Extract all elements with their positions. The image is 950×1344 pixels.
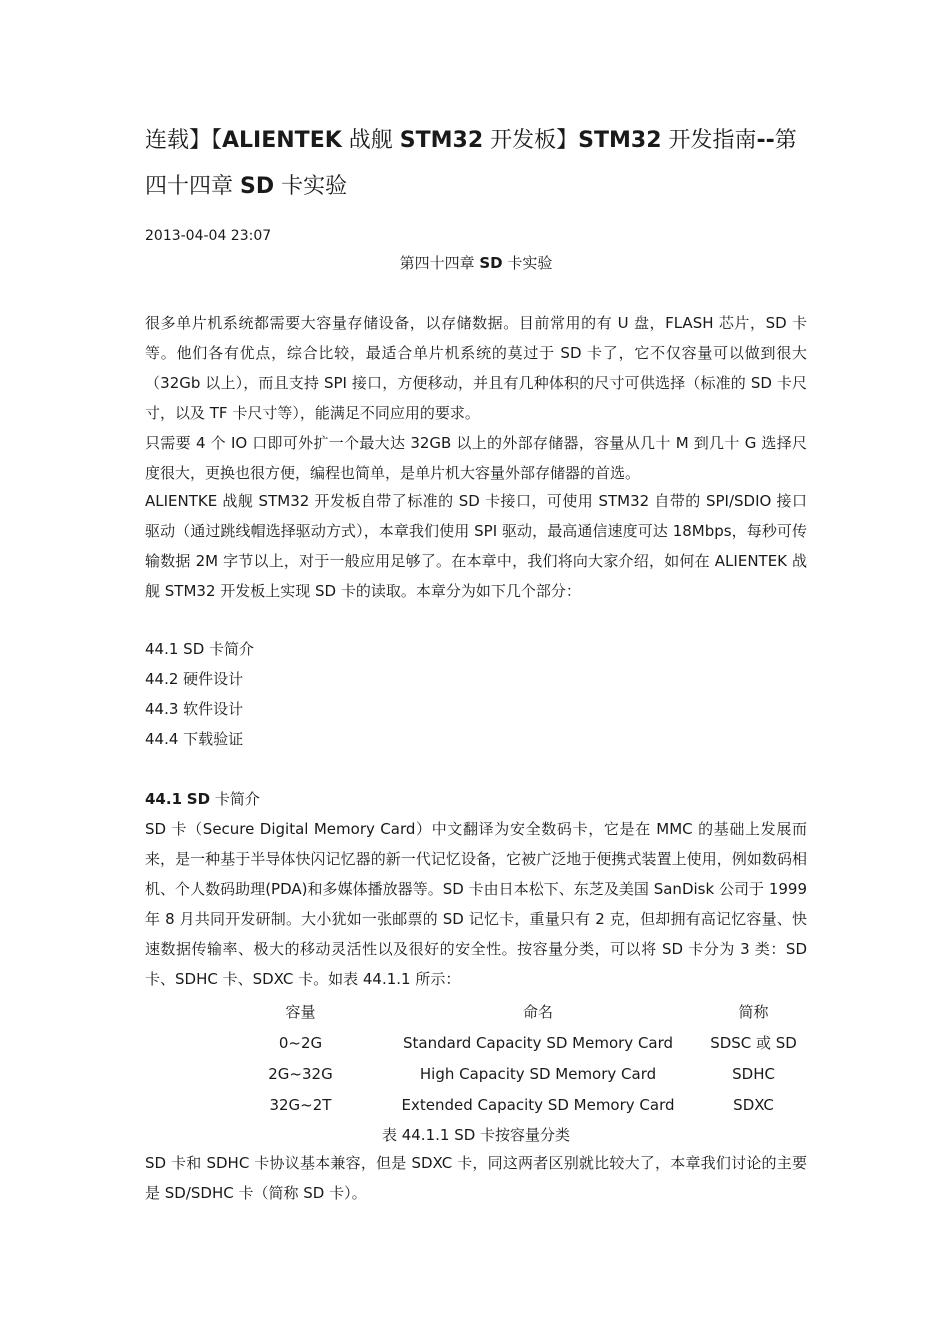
- title-stm: STM32: [578, 128, 662, 153]
- chapter-sd: SD: [479, 254, 503, 272]
- title-prefix: 连载】【: [145, 128, 223, 153]
- table-cell: 2G~32G: [268, 1064, 333, 1083]
- table-cell: Standard Capacity SD Memory Card: [403, 1033, 674, 1052]
- table-row: [225, 1027, 807, 1058]
- section-sd: SD: [186, 790, 211, 808]
- table-cell: SDSC 或 SD: [710, 1034, 797, 1052]
- toc-item: 44.4 下载验证: [145, 730, 244, 748]
- chapter-suffix: 卡实验: [502, 254, 553, 272]
- title-line2-prefix: 四十四章: [145, 174, 240, 199]
- capacity-table: [225, 996, 807, 1120]
- title-mid2: 开发板】: [483, 128, 579, 153]
- title-mid1: 战舰: [341, 128, 400, 153]
- table-row: [225, 1089, 807, 1120]
- toc-item: 44.3 软件设计: [145, 700, 244, 718]
- section-paragraph-1: SD 卡（Secure Digital Memory Card）中文翻译为安全数码卡，它是在 MMC 的基础上发展而来，是一种基于半导体快闪记忆器的新一代记忆设备，它被广泛地于便携式装置上使用，例如数码相机、个人数码助理(PDA)和多媒体播放器等。SD 卡由日本松下、东芝及美国 SanDisk 公司于 1999 年 8 月共同开发研制。大小犹如一张邮票的 SD 记忆卡，重量只有 2 克，但却拥有高记忆容量、快速数据传输率、极大的移动灵活性以及很好的安全性。按容量分类，可以将 SD 卡分为 3 类：SD 卡、SDHC 卡、SDXC 卡。如表 44.1.1 所示：: [145, 820, 807, 988]
- table-header-cell: 简称: [738, 1003, 769, 1021]
- intro-paragraph-3: ALIENTKE 战舰 STM32 开发板自带了标准的 SD 卡接口，可使用 STM32 自带的 SPI/SDIO 接口驱动（通过跳线帽选择驱动方式），本章我们使用 SPI 驱动，最高通信速度可达 18Mbps，每秒可传输数据 2M 字节以上，对于一般应用足够了。在本章中，我们将向大家介绍，如何在 ALIENTEK 战舰 STM32 开发板上实现 SD 卡的读取。本章分为如下几个部分：: [145, 492, 807, 600]
- table-cell: Extended Capacity SD Memory Card: [401, 1095, 675, 1114]
- table-caption: 表 44.1.1 SD 卡按容量分类: [381, 1126, 571, 1144]
- intro-paragraph-2: 只需要 4 个 IO 口即可外扩一个最大达 32GB 以上的外部存储器，容量从几十 M 到几十 G 选择尺度很大，更换也很方便，编程也简单，是单片机大容量外部存储器的首选。: [145, 434, 807, 482]
- table-header-row: [225, 996, 807, 1027]
- toc-item: 44.1 SD 卡简介: [145, 640, 255, 658]
- title-board: STM32: [399, 128, 484, 153]
- title-brand: ALIENTEK: [222, 128, 342, 153]
- intro-paragraph-1: 很多单片机系统都需要大容量存储设备，以存储数据。目前常用的有 U 盘，FLASH 芯片，SD 卡等。他们各有优点，综合比较，最适合单片机系统的莫过于 SD 卡了，它不仅容量可以做到很大（32Gb 以上），而且支持 SPI 接口，方便移动，并且有几种体积的尺寸可供选择（标准的 SD 卡尺寸，以及 TF 卡尺寸等），能满足不同应用的要求。: [145, 314, 807, 422]
- table-header-cell: 命名: [523, 1003, 554, 1021]
- section-title: 卡简介: [210, 790, 260, 808]
- title-line2-sd: SD: [240, 174, 275, 199]
- table-cell: 0~2G: [278, 1033, 323, 1052]
- table-cell: High Capacity SD Memory Card: [419, 1064, 657, 1083]
- chapter-prefix: 第四十四章: [399, 254, 480, 272]
- table-cell: 32G~2T: [269, 1095, 332, 1114]
- title-end: 第: [774, 128, 797, 153]
- table-cell: SDXC: [733, 1095, 774, 1114]
- title-dash: --: [756, 128, 775, 153]
- table-header-cell: 容量: [285, 1003, 316, 1021]
- toc-item: 44.2 硬件设计: [145, 670, 244, 688]
- section-heading: [145, 786, 260, 812]
- table-cell: SDHC: [732, 1064, 775, 1083]
- article-title: [145, 118, 807, 210]
- post-date: 2013-04-04 23:07: [145, 228, 272, 244]
- title-line2-suffix: 卡实验: [274, 174, 348, 199]
- chapter-heading: [145, 252, 807, 274]
- section-number: 44.1: [145, 790, 183, 808]
- title-suffix: 开发指南: [661, 128, 757, 153]
- table-row: [225, 1058, 807, 1089]
- section-paragraph-2: SD 卡和 SDHC 卡协议基本兼容，但是 SDXC 卡，同这两者区别就比较大了，本章我们讨论的主要是 SD/SDHC 卡（简称 SD 卡）。: [145, 1154, 807, 1202]
